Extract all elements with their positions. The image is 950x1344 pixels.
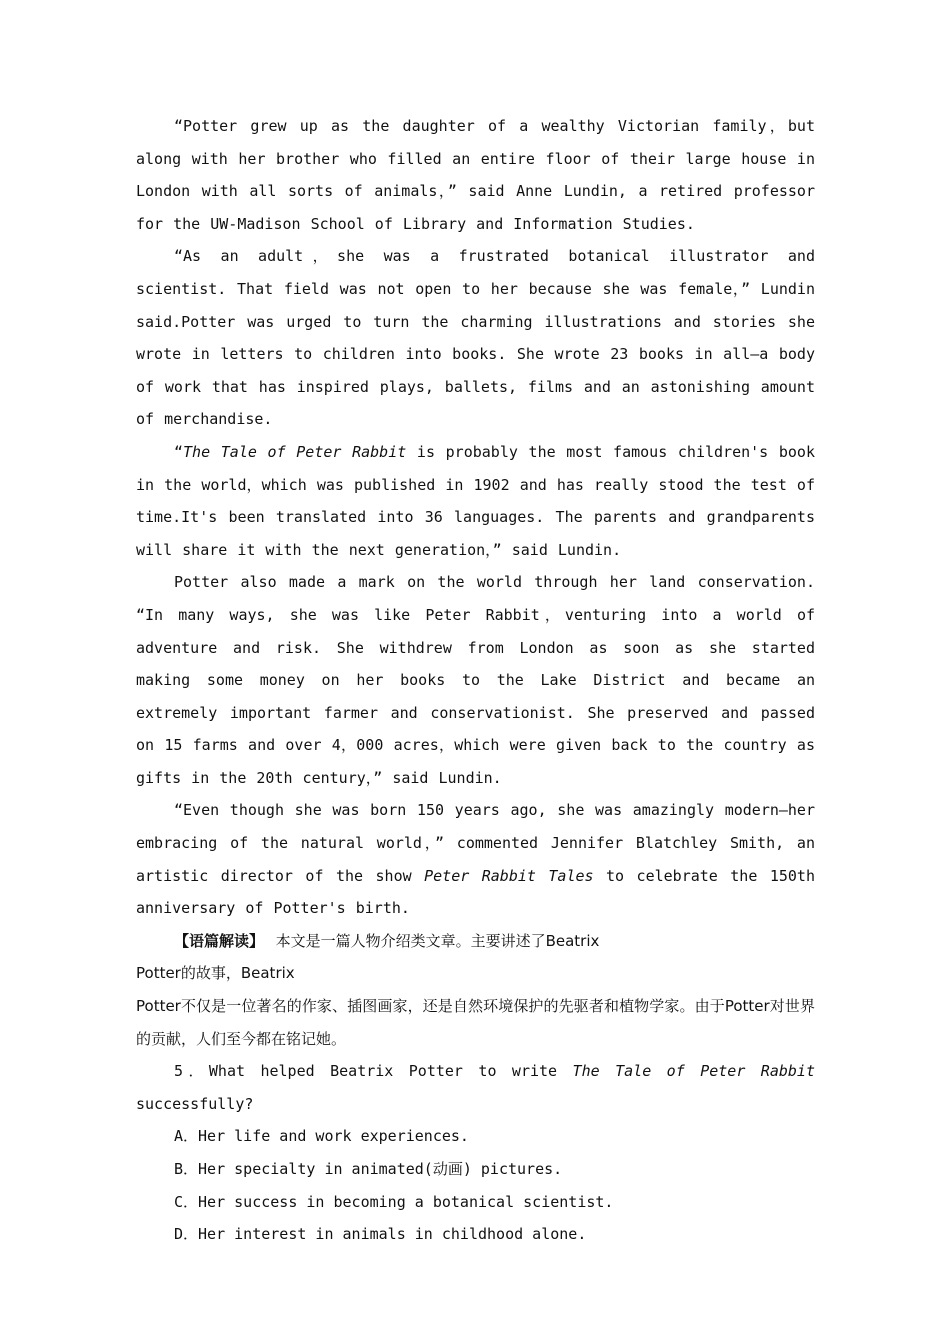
option-b: B．Her specialty in animated(动画) pictures. [174, 1160, 563, 1178]
question-stem [136, 1055, 815, 1120]
analysis-line-2 [136, 957, 815, 990]
analysis-line-3 [136, 990, 815, 1055]
analysis-text-1: 本文是一篇人物介绍类文章。主要讲述了Beatrix [275, 931, 600, 950]
passage-paragraph-5 [136, 794, 815, 924]
passage-paragraph-3 [136, 436, 815, 566]
question-book-title: The Tale of Peter Rabbit [572, 1062, 815, 1081]
option-d: D．Her interest in animals in childhood alone. [174, 1225, 587, 1244]
paragraph-1-text: “Potter grew up as the daughter of a wealthy Victorian family，but along with her brother who filled an entire floor of their large house in London with all sorts of animals，” said Anne Lundin, a retired professor for the UW-Madison School of Library and Information Studies. [136, 117, 815, 233]
question-stem-start: 5．What helped Beatrix Potter to write [174, 1062, 573, 1081]
option-a: A．Her life and work experiences. [174, 1127, 469, 1146]
question-stem-end: successfully? [136, 1094, 254, 1113]
paragraph-5-text-start: “Even though she was born 150 years ago, she was amazingly modern—her embracing of the natural world，” commented Jennifer Blatchley Smith, an artistic director of the show [136, 801, 815, 885]
paragraph-3-open-quote: “ [174, 442, 184, 461]
document-page [136, 110, 815, 1251]
paragraph-3-text: is probably the most famous children's book in the world，which was published in 1902 and has really stood the test of time.It's been translated into 36 languages. The parents and grandparents will share it with the next generation，” said Lundin. [136, 442, 815, 559]
passage-paragraph-4 [136, 566, 815, 794]
analysis-label: 【语篇解读】 [174, 931, 265, 950]
show-title-italic: Peter Rabbit Tales [424, 866, 594, 885]
paragraph-5-text-end: to celebrate the 150th anniversary of Potter's birth. [136, 866, 815, 918]
option-c: C．Her success in becoming a botanical scientist. [174, 1192, 614, 1211]
passage-paragraph-1 [136, 110, 815, 240]
analysis-text-2: Potter的故事，Beatrix [136, 964, 295, 983]
book-title-italic: The Tale of Peter Rabbit [183, 442, 407, 461]
analysis-line-1 [136, 925, 815, 958]
paragraph-4-text: Potter also made a mark on the world through her land conservation. “In many ways, she was like Peter Rabbit，venturing into a world of adventure and risk. She withdrew from London as soon as she started making some money on her books to the Lake District and became an extremely important farmer and conservationist. She preserved and passed on 15 farms and over 4，000 acres，which were given back to the country as gifts in the 20th century，” said Lundin. [136, 573, 815, 787]
passage-paragraph-2 [136, 240, 815, 436]
paragraph-2-text: “As an adult，she was a frustrated botanical illustrator and scientist. That field was not open to her because she was female，” Lundin said.Potter was urged to turn the charming illustrations and stories she wrote in letters to children into books. She wrote 23 books in all—a body of work that has inspired plays, ballets, films and an astonishing amount of merchandise. [136, 247, 815, 429]
analysis-text-3: Potter不仅是一位著名的作家、插图画家，还是自然环境保护的先驱者和植物学家。由于Potter对世界的贡献，人们至今都在铭记她。 [136, 997, 815, 1048]
